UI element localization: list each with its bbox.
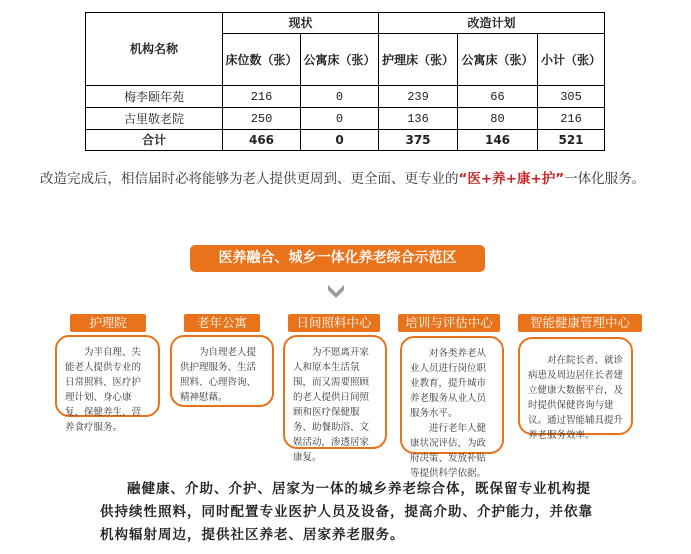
card-text: 对各类养老从业人员进行岗位职业教育，提升城市养老服务从业人员服务水平。 [410, 348, 487, 419]
card-label: 护理院 [70, 314, 146, 332]
cell: 250 [223, 108, 301, 130]
cell: 136 [379, 108, 458, 130]
infographic-title: 医养融合、城乡一体化养老综合示范区 [190, 245, 485, 272]
card-label: 智能健康管理中心 [518, 314, 642, 332]
header-sub: 护理床（张） [379, 34, 458, 86]
table-row [86, 86, 605, 108]
cell: 216 [538, 108, 605, 130]
cell: 239 [379, 86, 458, 108]
cell: 466 [223, 130, 301, 151]
header-sub: 公寓床（张） [301, 34, 379, 86]
card-text: 为不愿离开家人和原本生活氛围，而又需要照顾的老人提供日间照顾和医疗保健服务、助餐助浴、文娱活动，渗透居家康复。 [293, 347, 370, 463]
card-text: 为自理老人提供护理服务、生活照料、心理咨询、精神慰藉。 [180, 347, 257, 403]
card-label: 日间照料中心 [288, 314, 380, 332]
beds-table [85, 12, 605, 151]
cell: 375 [379, 130, 458, 151]
cell: 0 [301, 108, 379, 130]
header-name: 机构名称 [86, 13, 223, 86]
cell: 古里敬老院 [86, 108, 223, 130]
cell: 80 [458, 108, 538, 130]
body-paragraph [8, 168, 680, 190]
header-current: 现状 [223, 13, 379, 34]
card-nursing-home [55, 335, 160, 433]
card-training [400, 336, 504, 479]
table-row [86, 108, 605, 130]
text: 一体化服务。 [564, 171, 646, 187]
card-senior-apartment [170, 335, 274, 407]
cell: 0 [301, 86, 379, 108]
header-sub: 公寓床（张） [458, 34, 538, 86]
cell: 梅李颐年苑 [86, 86, 223, 108]
highlight-text: “医+养+康+护” [458, 171, 565, 187]
card-text: 为半自理、失能老人提供专业的日常照料、医疗护理计划、身心康复、保健养生、营养食疗服务。 [65, 347, 142, 433]
header-sub: 小计（张） [538, 34, 605, 86]
chevron-down-icon [326, 283, 346, 303]
cell: 146 [458, 130, 538, 151]
card-label: 培训与评估中心 [398, 314, 500, 332]
card-label: 老年公寓 [184, 314, 260, 332]
cell: 合计 [86, 130, 223, 151]
card-smart-health [518, 337, 633, 441]
header-sub: 床位数（张） [223, 34, 301, 86]
total-row [86, 130, 605, 151]
cell: 0 [301, 130, 379, 151]
cell: 521 [538, 130, 605, 151]
cell: 305 [538, 86, 605, 108]
card-text: 进行老年人健康状况评估，为政府决策、发放补贴等提供科学依据。 [410, 423, 487, 479]
summary-text: 融健康、介助、介护、居家为一体的城乡养老综合体，既保留专业机构提供持续性照料，同时配置专业医护人员及设备，提高介助、介护能力，并依靠机构辐射周边，提供社区养老、居家养老服务。 [100, 481, 593, 543]
card-text: 对在院长者、就诊病患及周边居住长者建立健康大数据平台，及时提供保健咨询与建议。通过智能辅具提升养老服务效率。 [528, 355, 624, 441]
text: 改造完成后，相信届时必将能够为老人提供更周到、更全面、更专业的 [40, 171, 459, 187]
header-plan: 改造计划 [379, 13, 605, 34]
cell: 66 [458, 86, 538, 108]
cell: 216 [223, 86, 301, 108]
card-day-care [283, 335, 387, 463]
